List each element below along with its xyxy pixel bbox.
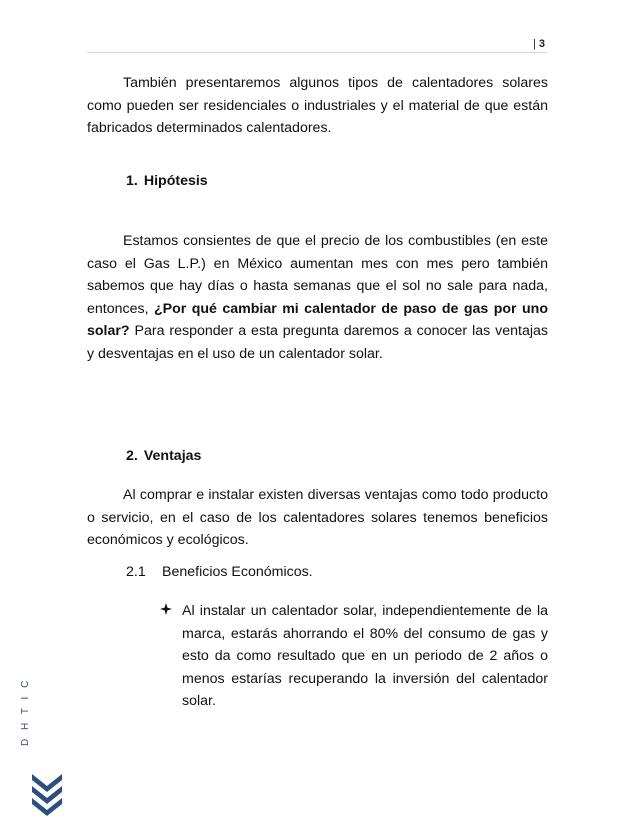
hipotesis-paragraph <box>87 230 548 366</box>
side-label: D H T I C <box>20 677 31 746</box>
section-heading-ventajas <box>126 448 201 464</box>
bullet-item <box>160 600 548 713</box>
intro-text: También presentaremos algunos tipos de calentadores solares como pueden ser residenciales o industriales y el material de que están fabricados determinados calentadores. <box>87 75 548 137</box>
page-number-value: 3 <box>538 38 545 50</box>
subsection-number: 2.1 <box>126 564 146 580</box>
hipotesis-question: ¿Por qué cambiar mi calentador de paso de gas por uno solar? <box>87 300 548 340</box>
section-heading-hipotesis <box>126 173 208 189</box>
section-title: Hipótesis <box>143 173 208 189</box>
diamond-bullet-icon <box>160 600 180 623</box>
section-number: 1. <box>126 173 138 189</box>
intro-paragraph <box>87 72 548 140</box>
ventajas-paragraph <box>87 484 548 552</box>
page-number <box>533 38 545 50</box>
subsection-title: Beneficios Económicos. <box>162 564 313 580</box>
section-number: 2. <box>126 448 138 464</box>
ventajas-text: Al comprar e instalar existen diversas ventajas como todo producto o servicio, en el caso de los calentadores solares tenemos beneficios económicos y ecológicos. <box>87 487 548 549</box>
header-rule <box>87 52 547 53</box>
hipotesis-text-after: Para responder a esta pregunta daremos a conocer las ventajas y desventajas en el uso de un calentador solar. <box>87 323 548 362</box>
subsection-heading <box>126 564 313 580</box>
hipotesis-text-before: Estamos consientes de que el precio de los combustibles (en este caso el Gas L.P.) en México aumentan mes con mes pero también sabemos que hay días o hasta semanas que el sol no sale para nada, entonces, <box>87 233 548 317</box>
page-number-separator: | <box>533 38 536 50</box>
section-title: Ventajas <box>143 448 202 464</box>
bullet-text: Al instalar un calentador solar, independientemente de la marca, estarás ahorrando el 80% del consumo de gas y esto da como resultado que en un periodo de 2 años o menos estarías recuperando la inversión del calentador solar. <box>182 603 548 710</box>
triple-chevron-down-icon <box>30 772 64 818</box>
